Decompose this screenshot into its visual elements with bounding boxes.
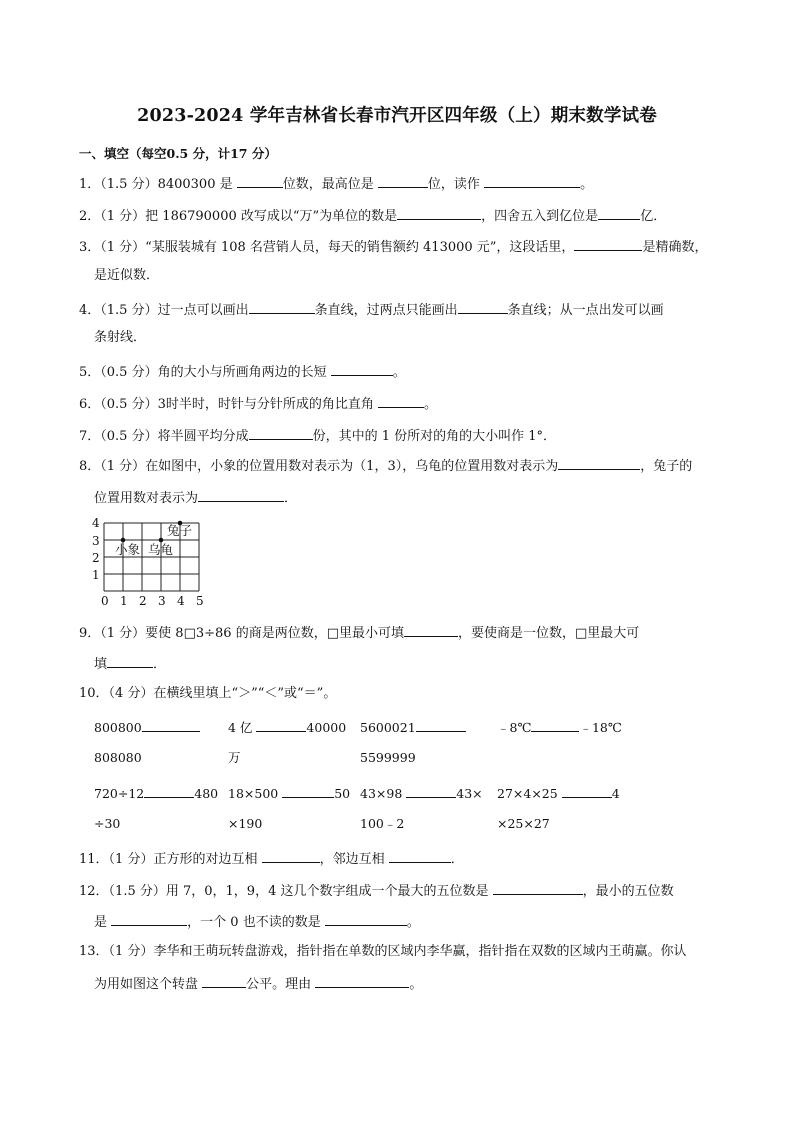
question-6: 6．（0.5 分）3时半时，时针与分针所成的角比直角 。 [79, 392, 437, 415]
section-heading: 一、填空（每空0.5 分，计17 分） [79, 146, 277, 161]
answer-blank[interactable] [325, 910, 407, 926]
question-13: 13．（1 分）李华和王萌玩转盘游戏，指针指在单数的区域内李华赢，指针指在双数的区域内王萌赢。你认 [79, 944, 687, 959]
answer-blank[interactable] [249, 424, 313, 440]
x-tick-label: 2 [139, 594, 147, 608]
y-tick-label: 1 [92, 568, 100, 582]
answer-blank[interactable] [111, 910, 187, 926]
elephant-label: 小象 [115, 542, 141, 557]
compare-item: 43×98 43× [360, 782, 483, 804]
question-10: 10．（4 分）在横线里填上“＞”“＜”或“＝”。 [79, 686, 337, 701]
compare-item: 5600021 [360, 716, 466, 738]
compare-item: 18×500 50 [228, 782, 350, 804]
question-9: 9．（1 分）要使 8□3÷86 的商是两位数，□里最小可填 ，要使商是一位数，□里最大可 [79, 621, 639, 644]
rabbit-label: 兔子 [167, 523, 193, 538]
question-4: 4．（1.5 分）过一点可以画出 条直线，过两点只能画出 条直线；从一点出发可以画 [79, 298, 664, 321]
answer-blank[interactable] [397, 204, 481, 220]
y-tick-label: 2 [92, 551, 100, 565]
answer-blank[interactable] [598, 204, 640, 220]
page-title: 2023-2024 学年吉林省长春市汽开区四年级（上）期末数学试卷 [137, 106, 657, 126]
answer-blank[interactable] [144, 782, 194, 798]
question-3: 3．（1 分）“某服装城有 108 名营销人员，每天的销售额约 413000 元”，这段话里， 是精确数， [79, 235, 707, 258]
question-13-cont: 为用如图这个转盘 公平。理由 。 [94, 972, 422, 995]
question-2: 2．（1 分）把 186790000 改写成以“万”为单位的数是 ，四舍五入到亿位是 亿． [79, 204, 666, 227]
answer-blank[interactable] [458, 298, 508, 314]
answer-blank[interactable] [484, 172, 580, 188]
answer-blank[interactable] [249, 298, 315, 314]
x-tick-label: 1 [120, 594, 128, 608]
answer-blank[interactable] [389, 847, 451, 863]
answer-blank[interactable] [562, 782, 612, 798]
answer-blank[interactable] [262, 847, 320, 863]
answer-blank[interactable] [315, 972, 409, 988]
answer-blank[interactable] [404, 621, 458, 637]
question-12: 12．（1.5 分）用 7，0，1，9，4 这几个数字组成一个最大的五位数是 ，最小的五位数 [79, 879, 674, 902]
compare-item-cont: ÷30 [94, 816, 121, 831]
grid-svg [91, 513, 211, 613]
question-7: 7．（0.5 分）将半圆平均分成 份，其中的 1 份所对的角的大小叫作 1°． [79, 424, 556, 447]
question-8: 8．（1 分）在如图中，小象的位置用数对表示为（1，3），乌龟的位置用数对表示为 ，兔子的 [79, 454, 692, 477]
answer-blank[interactable] [416, 716, 466, 732]
compare-item-cont: ×190 [228, 816, 263, 831]
x-tick-label: 5 [196, 594, 204, 608]
question-4-cont: 条射线． [94, 330, 147, 345]
x-tick-label: 3 [158, 594, 166, 608]
answer-blank[interactable] [107, 652, 153, 668]
coordinate-grid [91, 513, 211, 613]
answer-blank[interactable] [237, 172, 283, 188]
answer-blank[interactable] [378, 172, 428, 188]
answer-blank[interactable] [202, 972, 246, 988]
question-12-cont: 是 ，一个 0 也不读的数是 。 [94, 910, 420, 933]
question-9-cont: 填 ． [94, 652, 166, 675]
question-5: 5．（0.5 分）角的大小与所画角两边的长短 。 [79, 360, 406, 383]
compare-item: ﹣8℃ ﹣18℃ [497, 716, 622, 738]
compare-item-cont: 100﹣2 [360, 816, 405, 831]
y-tick-label: 4 [92, 516, 100, 530]
compare-item-cont: 5599999 [360, 750, 416, 765]
answer-blank[interactable] [493, 879, 583, 895]
compare-item: 720÷12 480 [94, 782, 218, 804]
x-tick-label: 0 [101, 594, 109, 608]
x-tick-label: 4 [177, 594, 185, 608]
answer-blank[interactable] [198, 486, 284, 502]
answer-blank[interactable] [142, 716, 200, 732]
answer-blank[interactable] [282, 782, 334, 798]
answer-blank[interactable] [531, 716, 579, 732]
answer-blank[interactable] [256, 716, 306, 732]
compare-item: 27×4×25 4 [497, 782, 620, 804]
question-8-cont: 位置用数对表示为 ． [94, 486, 297, 509]
answer-blank[interactable] [406, 782, 456, 798]
y-tick-label: 3 [92, 534, 100, 548]
question-1: 1．（1.5 分）8400300 是 位数，最高位是 位，读作 。 [79, 172, 593, 195]
answer-blank[interactable] [378, 392, 424, 408]
compare-item-cont: 万 [228, 750, 241, 765]
compare-item: 800800 [94, 716, 200, 738]
answer-blank[interactable] [574, 235, 642, 251]
question-11: 11．（1 分）正方形的对边互相 ，邻边互相 ． [79, 847, 464, 870]
question-3-cont: 是近似数． [94, 268, 160, 283]
compare-item: 4 亿 40000 [228, 716, 346, 738]
answer-blank[interactable] [558, 454, 640, 470]
answer-blank[interactable] [331, 360, 393, 376]
turtle-label: 乌龟 [148, 542, 174, 557]
compare-item-cont: ×25×27 [497, 816, 550, 831]
compare-item-cont: 808080 [94, 750, 142, 765]
